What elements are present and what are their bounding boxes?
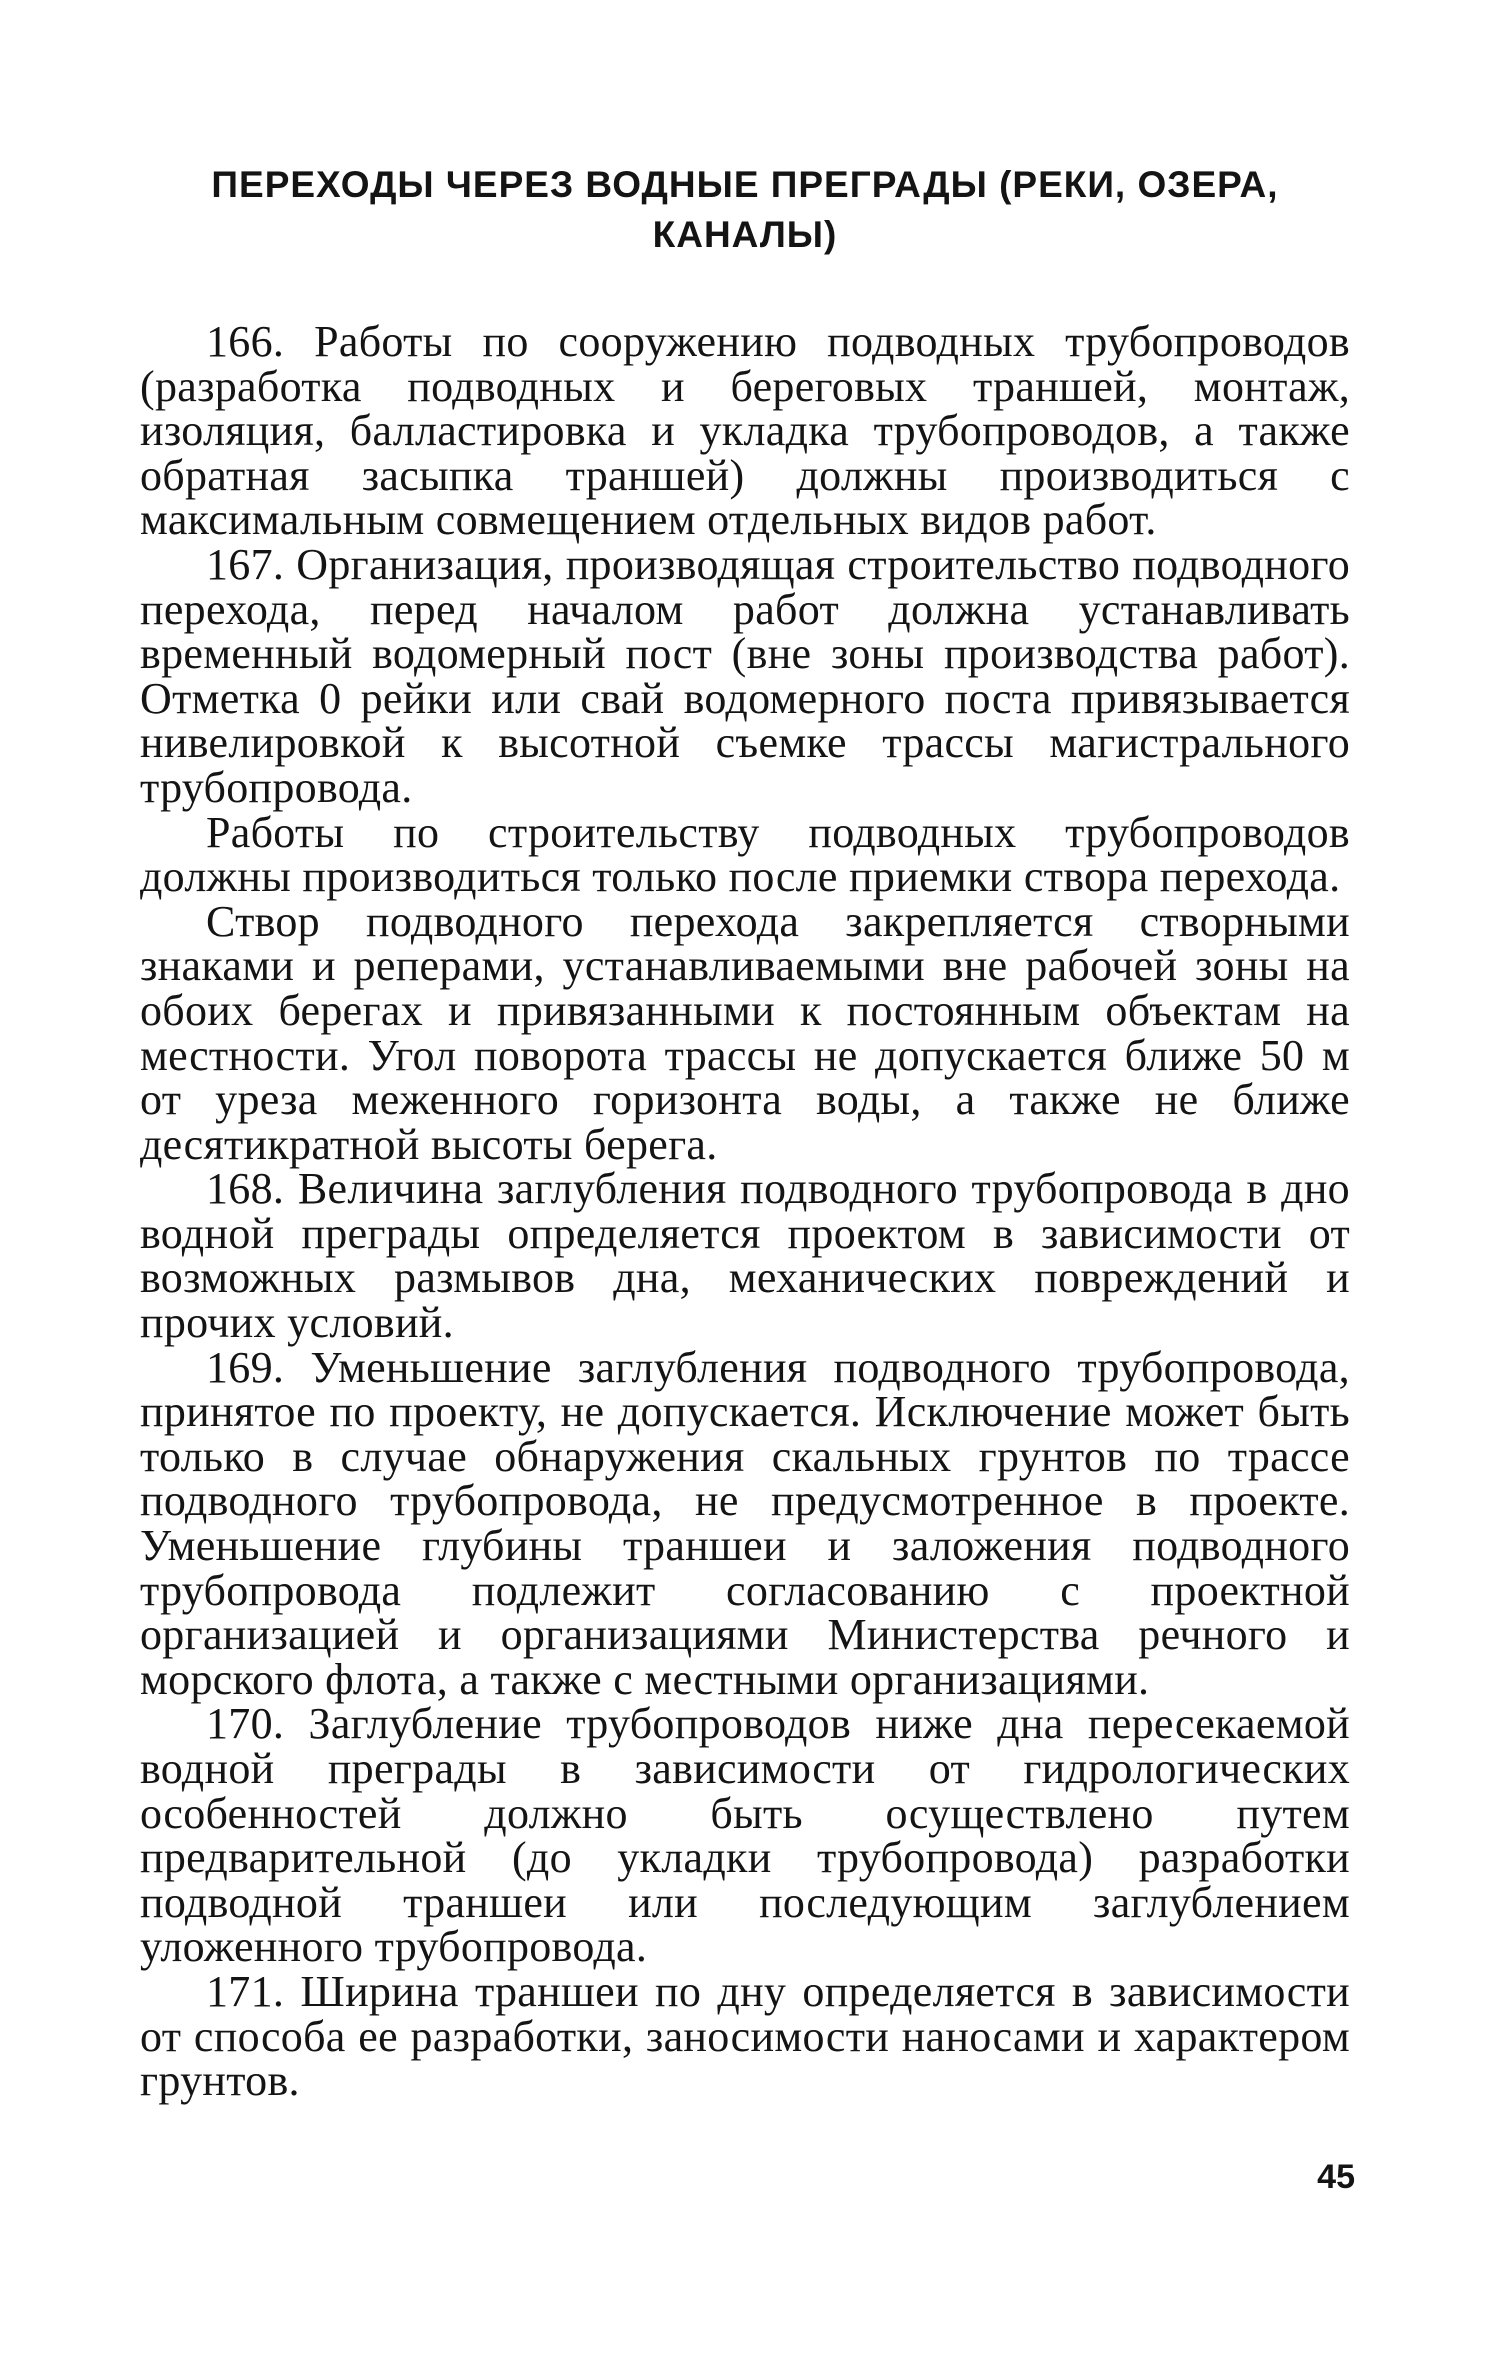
section-title-line-2: КАНАЛЫ) [652, 214, 838, 255]
paragraph-167-alignment: Створ подводного перехода закрепляется створными знаками и реперами, устанавливаемыми вне рабочей зоны на обоих берегах и привязанными к постоянным объектам на местности. Угол поворота трассы не допускается ближе 50 м от уреза меженного горизонта воды, а также не ближе десятикратной высоты берега. [140, 896, 1350, 1169]
paragraph-169: 169. Уменьшение заглубления подводного трубопровода, принятое по проекту, не допускается. Исключение может быть только в случае обнаружения скальных грунтов по трассе подводного трубопровода, не предусмотренное в проекте. Уменьшение глубины траншеи и заложения подводного трубопровода подлежит согласованию с проектной организацией и организациями Министерства речного и морского флота, а также с местными организациями. [140, 1342, 1350, 1704]
document-page [140, 160, 1350, 2104]
paragraph-167-works: Работы по строительству подводных трубопроводов должны производиться только после приемки створа перехода. [140, 807, 1350, 902]
page-number: 45 [1317, 2158, 1355, 2196]
paragraph-168: 168. Величина заглубления подводного трубопровода в дно водной преграды определяется проектом в зависимости от возможных размывов дна, механических повреждений и прочих условий. [140, 1164, 1350, 1348]
paragraph-167: 167. Организация, производящая строительство подводного перехода, перед началом работ должна устанавливать временный водомерный пост (вне зоны производства работ). Отметка 0 рейки или свай водомерного поста привязывается нивелировкой к высотной съемке трассы магистрального трубопровода. [140, 539, 1350, 812]
section-title-line-1: ПЕРЕХОДЫ ЧЕРЕЗ ВОДНЫЕ ПРЕГРАДЫ (РЕКИ, ОЗЕРА, [211, 164, 1279, 205]
paragraph-166: 166. Работы по сооружению подводных трубопроводов (разработка подводных и береговых траншей, монтаж, изоляция, балластировка и укладка трубопроводов, а также обратная засыпка траншей) должны производиться с максимальным совмещением отдельных видов работ. [140, 317, 1350, 545]
paragraph-170: 170. Заглубление трубопроводов ниже дна пересекаемой водной преграды в зависимости от гидрологических особенностей должно быть осуществлено путем предварительной (до укладки трубопровода) разработки подводной траншеи или последующим заглублением уложенного трубопровода. [140, 1699, 1350, 1972]
paragraph-171: 171. Ширина траншеи по дну определяется в зависимости от способа ее разработки, заносимости наносами и характером грунтов. [140, 1966, 1350, 2106]
section-title [140, 160, 1350, 260]
